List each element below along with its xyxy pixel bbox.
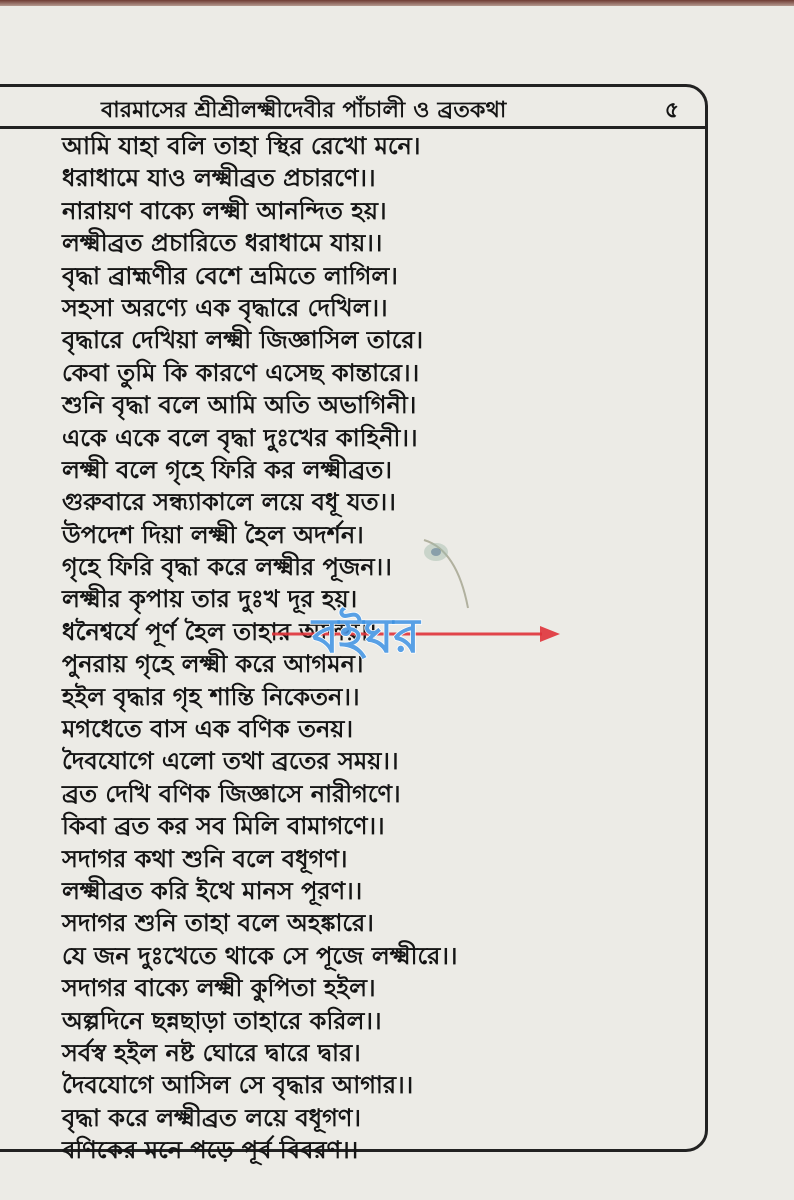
verse-line: বৃদ্ধা করে লক্ষ্মীব্রত লয়ে বধূগণ।: [62, 1103, 361, 1132]
verse-line: গুরুবারে সন্ধ্যাকালে লয়ে বধূ যত।।: [62, 488, 396, 517]
verse-line: বণিকের মনে পড়ে পূর্ব বিবরণ।।: [62, 1136, 359, 1165]
watermark-arrow-head: [540, 626, 560, 642]
verse-line: হইল বৃদ্ধার গৃহ শান্তি নিকেতন।।: [62, 682, 360, 711]
watermark-logo: [272, 600, 562, 670]
verse-line: সদাগর কথা শুনি বলে বধূগণ।: [62, 844, 348, 873]
verse-line: ব্রত দেখি বণিক জিজ্ঞাসে নারীগণে।: [62, 779, 401, 808]
verse-line: আমি যাহা বলি তাহা স্থির রেখো মনে।: [62, 132, 421, 160]
verse-line: যে জন দুঃখেতে থাকে সে পূজে লক্ষ্মীরে।।: [62, 941, 458, 970]
verse-line: দৈবযোগে আসিল সে বৃদ্ধার আগার।।: [62, 1071, 414, 1100]
verse-line: লক্ষ্মীর কৃপায় তার দুঃখ দূর হয়।: [62, 585, 358, 614]
verse-line: কেবা তুমি কি কারণে এসেছ কান্তারে।।: [62, 358, 420, 387]
verse-line: একে একে বলে বৃদ্ধা দুঃখের কাহিনী।।: [62, 423, 418, 452]
header-title: বারমাসের শ্রীশ্রীলক্ষ্মীদেবীর পাঁচালী ও ব্রতকথা: [101, 98, 507, 123]
verse-line: ধরাধামে যাও লক্ষ্মীব্রত প্রচারণে।।: [62, 164, 376, 193]
verse-line: বৃদ্ধা ব্রাহ্মণীর বেশে ভ্রমিতে লাগিল।: [62, 261, 398, 290]
verse-line: পুনরায় গৃহে লক্ষ্মী করে আগমন।: [62, 650, 364, 679]
verse-line: মগধেতে বাস এক বণিক তনয়।: [62, 715, 354, 744]
verse-line: বৃদ্ধারে দেখিয়া লক্ষ্মী জিজ্ঞাসিল তারে।: [62, 326, 424, 355]
watermark-text: বইঘর: [312, 608, 420, 664]
verse-line: শুনি বৃদ্ধা বলে আমি অতি অভাগিনী।: [62, 391, 417, 420]
verse-line: উপদেশ দিয়া লক্ষ্মী হৈল অদর্শন।: [62, 520, 364, 549]
verse-line: অল্পদিনে ছন্নছাড়া তাহারে করিল।।: [62, 1006, 382, 1035]
verse-line: কিবা ব্রত কর সব মিলি বামাগণে।।: [62, 812, 385, 841]
verse-line: গৃহে ফিরি বৃদ্ধা করে লক্ষ্মীর পূজন।।: [62, 553, 392, 582]
verse-line: লক্ষ্মীব্রত করি ইথে মানস পূরণ।।: [62, 876, 363, 905]
verse-line: লক্ষ্মীব্রত প্রচারিতে ধরাধামে যায়।।: [62, 229, 383, 258]
verse-line: নারায়ণ বাক্যে লক্ষ্মী আনন্দিত হয়।: [62, 196, 387, 225]
verse-line: দৈবযোগে এলো তথা ব্রতের সময়।।: [62, 747, 399, 776]
verse-line: লক্ষ্মী বলে গৃহে ফিরি কর লক্ষ্মীব্রত।: [62, 455, 392, 484]
verse-line: সদাগর বাক্যে লক্ষ্মী কুপিতা হইল।: [62, 974, 376, 1003]
verse-line: সর্বস্ব হইল নষ্ট ঘোরে দ্বারে দ্বার।: [62, 1038, 361, 1067]
page-number: ৫: [664, 98, 679, 123]
page-top-edge: [0, 0, 794, 6]
verse-line: সদাগর শুনি তাহা বলে অহঙ্কারে।: [62, 909, 374, 938]
running-header: [0, 87, 705, 129]
verse-line: ধনৈশ্বর্যে পূর্ণ হৈল তাহার আলয়।।: [62, 617, 377, 646]
verse-line: সহসা অরণ্যে এক বৃদ্ধারে দেখিল।।: [62, 293, 388, 322]
